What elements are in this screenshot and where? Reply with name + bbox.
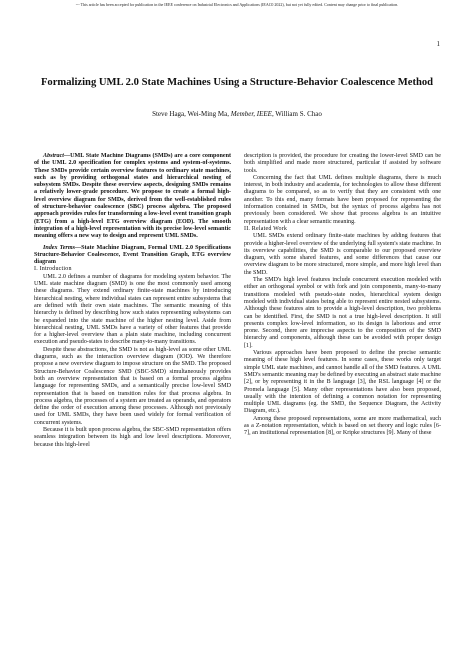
author-last: , William S. Chao	[271, 110, 322, 118]
author-names: Steve Haga, Wei-Ming Ma,	[152, 110, 231, 118]
index-terms-label: Index Terms	[43, 244, 76, 251]
abstract	[34, 153, 231, 241]
left-column	[34, 153, 231, 658]
author-line	[40, 110, 434, 119]
body-paragraph: The SMD's high level features include concurrent execution modeled with either an orthogonal symbol or with fork and join components, many-to-many transitions modeled with pseudo-state nodes, hierarchical system design modeled with individual states being able to represent entire nested subsystems. Although these features aim to provide a high-level description, two problems can be identified. First, the SMD is not a true high-level description. It still presents complex low-level information, so its design is laborious and error prone. Second, there are imprecise aspects to the composition of the SMD hierarchy and components, although these can be avoided with proper design [1].	[244, 277, 441, 349]
body-paragraph: Because it is built upon process algebra, the SBC-SMD representation offers seamless integration between its high and low level descriptions. Moreover, because this high-level	[34, 426, 231, 448]
abstract-text: —UML State Machine Diagrams (SMDs) are a core component of the UML 2.0 specification for complex systems and system-of-systems. These SMDs provide certain overview features to ordinary state machines, such as by providing orthogonal states and hierarchical nesting of subsystem SMDs. Despite these overview aspects, designing SMDs remains a relatively lower-grade procedure. We propose to create a formal high-level overview diagram for SMDs, derived from the well-established rules of structure-behavior coalescence (SBC) process algebra. The proposed approach provides rules for transforming a low-level event transition graph (ETG) from a high-level ETG overview diagram (EOD). The smooth integration of a high-level representation with its precise low-level semantic meaning offers a new way to design and represent UML SMDs.	[34, 153, 231, 240]
body-paragraph: Despite these abstractions, the SMD is not as high-level as some other UML diagrams, such as the interaction overview diagram (IOD). We therefore propose a new overview diagram to impose structure on the SMD. The proposed Structure-Behavior Coalescence SMD (SBC-SMD) simultaneously provides both an overview representation that is based on a formal process algebra language for representing SMDs, and a semantically precise low-level SMD representation that is based on transition rules for that process algebra. In process algebra, the processes of a system are treated as operands, and operators define the order of execution among these processes. Although not previously used for UML SMDs, they have been used widely for formal verification of concurrent systems.	[34, 346, 231, 426]
right-column	[244, 153, 441, 658]
section-heading-introduction: I. Introduction	[34, 266, 72, 273]
body-paragraph: UML SMDs extend ordinary finite-state machines by adding features that provide a higher-level overview of the underlying full system's state machine. In its overview capabilities, the SMD is comparable to our proposed overview diagram, with some shared features, and some differences that cause our overview diagram to be more structured, more simple, and more high level than the SMD.	[244, 233, 441, 276]
index-terms	[34, 245, 231, 267]
paper-title: Formalizing UML 2.0 State Machines Using a Structure-Behavior Coalescence Method	[40, 77, 434, 88]
body-paragraph: Among these proposed representations, some are more mathematical, such as a Z-notation representation, which is based on set theory and logic rules [6-7], an institutional representation [8], or Kripke structures [9]. Many of these	[244, 415, 441, 437]
body-paragraph: description is provided, the procedure for creating the lower-level SMD can be both simplified and made more structured, particular if assisted by software tools.	[244, 153, 441, 174]
body-paragraph: UML 2.0 defines a number of diagrams for modeling system behavior. The UML state machine diagram (SMD) is one the most commonly used among these diagrams. They extend ordinary finite-state machines by introducing hierarchical nesting, where individual states can represent entire subsystems that are defined with their own state machines. The semantic meaning of this hierarchy is defined by describing how such states representing subsystems can be expanded into the state machine of the higher nesting level. Aside from hierarchical nesting, UML SMDs have a variety of other features that provide for a higher-level overview than a plain state machine, including concurrent execution and pseudo-states to describe many-to-many transitions.	[34, 273, 231, 346]
body-paragraph: Concerning the fact that UML defines multiple diagrams, there is much interest, in both industry and academia, for technologies to allow these different diagrams to be compared, so as to verify that they are consistent with one another. To this end, many formats have been proposed for representing the information contained in SMDs, but the syntax of process algebra has not previously been considered. We show that process algebra is an intuitive representation with a clear semantic meaning.	[244, 174, 441, 225]
body-paragraph: Various approaches have been proposed to define the precise semantic meaning of these high level features. In some cases, these works only target simple UML state machines, and cannot handle all of the SMD features. A UML SMD's semantic meaning may be defined by executing an abstract state machine [2], or by representing it in the B language [3], the RSL language [4] or the Promela language [5]. Many other representations have also been proposed, usually with the intention of defining a common notation for representing multiple UML diagrams (eg. the SMD, the Sequence Diagram, the Activity Diagram, etc.).	[244, 350, 441, 415]
author-role: Member, IEEE	[230, 110, 272, 118]
publication-notice: --- This article has been accepted for publication in the IEEE conference on Industrial Electronics and Applications (IEAC0 2022), but not yet fully edited. Content may change prior to final publication.	[75, 2, 399, 7]
index-terms-text: —State Machine Diagram, Formal UML 2.0 Specifications Structure-Behavior Coalescence, Event Transition Graph, ETG overview diagram	[34, 244, 231, 266]
page-number: 1	[436, 40, 440, 48]
abstract-label: Abstract	[43, 153, 64, 159]
section-heading-related-work: II. Related Work	[244, 225, 288, 232]
